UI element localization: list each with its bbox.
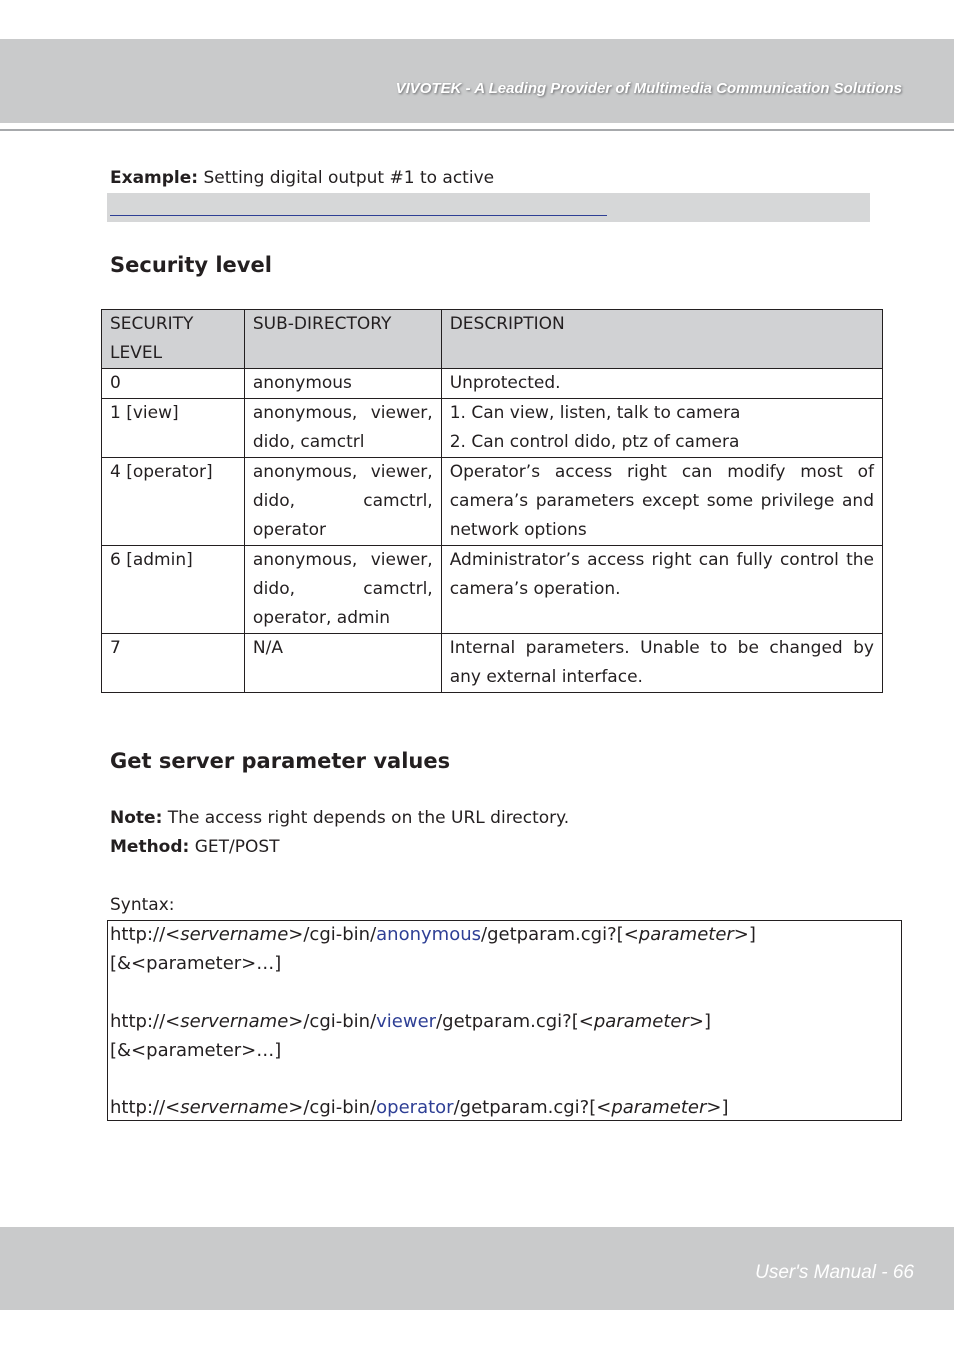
example-label: Example: <box>110 168 199 188</box>
page-number-label: User's Manual - 66 <box>755 1262 914 1283</box>
url-directory: anonymous <box>376 924 482 945</box>
table-row <box>102 399 883 458</box>
url-close: ] <box>703 1011 711 1032</box>
description-line: 1. Can view, listen, talk to camera <box>449 403 741 423</box>
subdir-cell: anonymous, viewer, dido, camctrl <box>244 399 441 458</box>
note-line <box>110 808 569 828</box>
note-label: Note: <box>110 808 163 828</box>
syntax-url-operator <box>110 1097 728 1118</box>
subdir-cell: anonymous, viewer, dido, camctrl, operator, admin <box>244 546 441 634</box>
table-header-cell <box>102 310 245 369</box>
description-cell: Operator’s access right can modify most of camera’s parameters except some privilege and network options <box>441 458 882 546</box>
url-prefix: http:// <box>110 924 166 945</box>
url-close: ] <box>748 924 756 945</box>
subdir-cell: anonymous <box>244 369 441 399</box>
security-level-heading: Security level <box>110 253 272 277</box>
header-security-line2: LEVEL <box>110 343 163 363</box>
level-cell: 0 <box>102 369 245 399</box>
table-header-row <box>102 310 883 369</box>
url-parameter: <parameter> <box>623 924 749 945</box>
example-link-underline[interactable] <box>110 215 607 216</box>
url-parameter: <parameter> <box>596 1097 722 1118</box>
url-servername: <servername> <box>165 1097 304 1118</box>
subdir-cell: N/A <box>244 634 441 693</box>
description-cell <box>441 399 882 458</box>
table-row <box>102 458 883 546</box>
syntax-url-anonymous <box>110 924 756 945</box>
method-label: Method: <box>110 837 190 857</box>
header-security-line1: SECURITY <box>110 314 194 334</box>
url-cgi: /cgi-bin/ <box>303 924 377 945</box>
subdir-cell: anonymous, viewer, dido, camctrl, operator <box>244 458 441 546</box>
syntax-url-viewer <box>110 1011 711 1032</box>
url-close: ] <box>721 1097 729 1118</box>
description-cell: Administrator’s access right can fully control the camera’s operation. <box>441 546 882 634</box>
example-code-bar <box>107 193 870 222</box>
level-cell: 7 <box>102 634 245 693</box>
url-script: /getparam.cgi?[ <box>453 1097 597 1118</box>
url-directory: viewer <box>376 1011 437 1032</box>
description-cell: Unprotected. <box>441 369 882 399</box>
level-cell: 4 [operator] <box>102 458 245 546</box>
note-text: The access right depends on the URL directory. <box>167 808 570 828</box>
url-directory: operator <box>376 1097 454 1118</box>
description-cell: Internal parameters. Unable to be changed by any external interface. <box>441 634 882 693</box>
syntax-label: Syntax: <box>110 895 175 915</box>
url-cgi: /cgi-bin/ <box>303 1011 377 1032</box>
example-text: Setting digital output #1 to active <box>203 168 495 188</box>
url-servername: <servername> <box>165 1011 304 1032</box>
url-servername: <servername> <box>165 924 304 945</box>
example-line <box>110 168 494 188</box>
method-text: GET/POST <box>194 837 280 857</box>
table-row <box>102 369 883 399</box>
url-prefix: http:// <box>110 1011 166 1032</box>
get-params-heading: Get server parameter values <box>110 749 451 773</box>
table-row <box>102 546 883 634</box>
table-row <box>102 634 883 693</box>
level-cell: 1 [view] <box>102 399 245 458</box>
description-line: 2. Can control dido, ptz of camera <box>449 432 740 452</box>
url-parameter: <parameter> <box>578 1011 704 1032</box>
header-tagline: VIVOTEK - A Leading Provider of Multimedia Communication Solutions <box>395 80 902 97</box>
url-script: /getparam.cgi?[ <box>436 1011 579 1032</box>
table-header-cell: SUB-DIRECTORY <box>244 310 441 369</box>
security-level-table <box>101 309 883 693</box>
url-script: /getparam.cgi?[ <box>481 924 624 945</box>
method-line <box>110 837 280 857</box>
table-header-cell: DESCRIPTION <box>441 310 882 369</box>
url-cgi: /cgi-bin/ <box>303 1097 377 1118</box>
level-cell: 6 [admin] <box>102 546 245 634</box>
url-prefix: http:// <box>110 1097 166 1118</box>
syntax-more-params: [&<parameter>…] <box>110 1040 282 1061</box>
header-divider <box>0 129 954 131</box>
syntax-more-params: [&<parameter>…] <box>110 953 282 974</box>
